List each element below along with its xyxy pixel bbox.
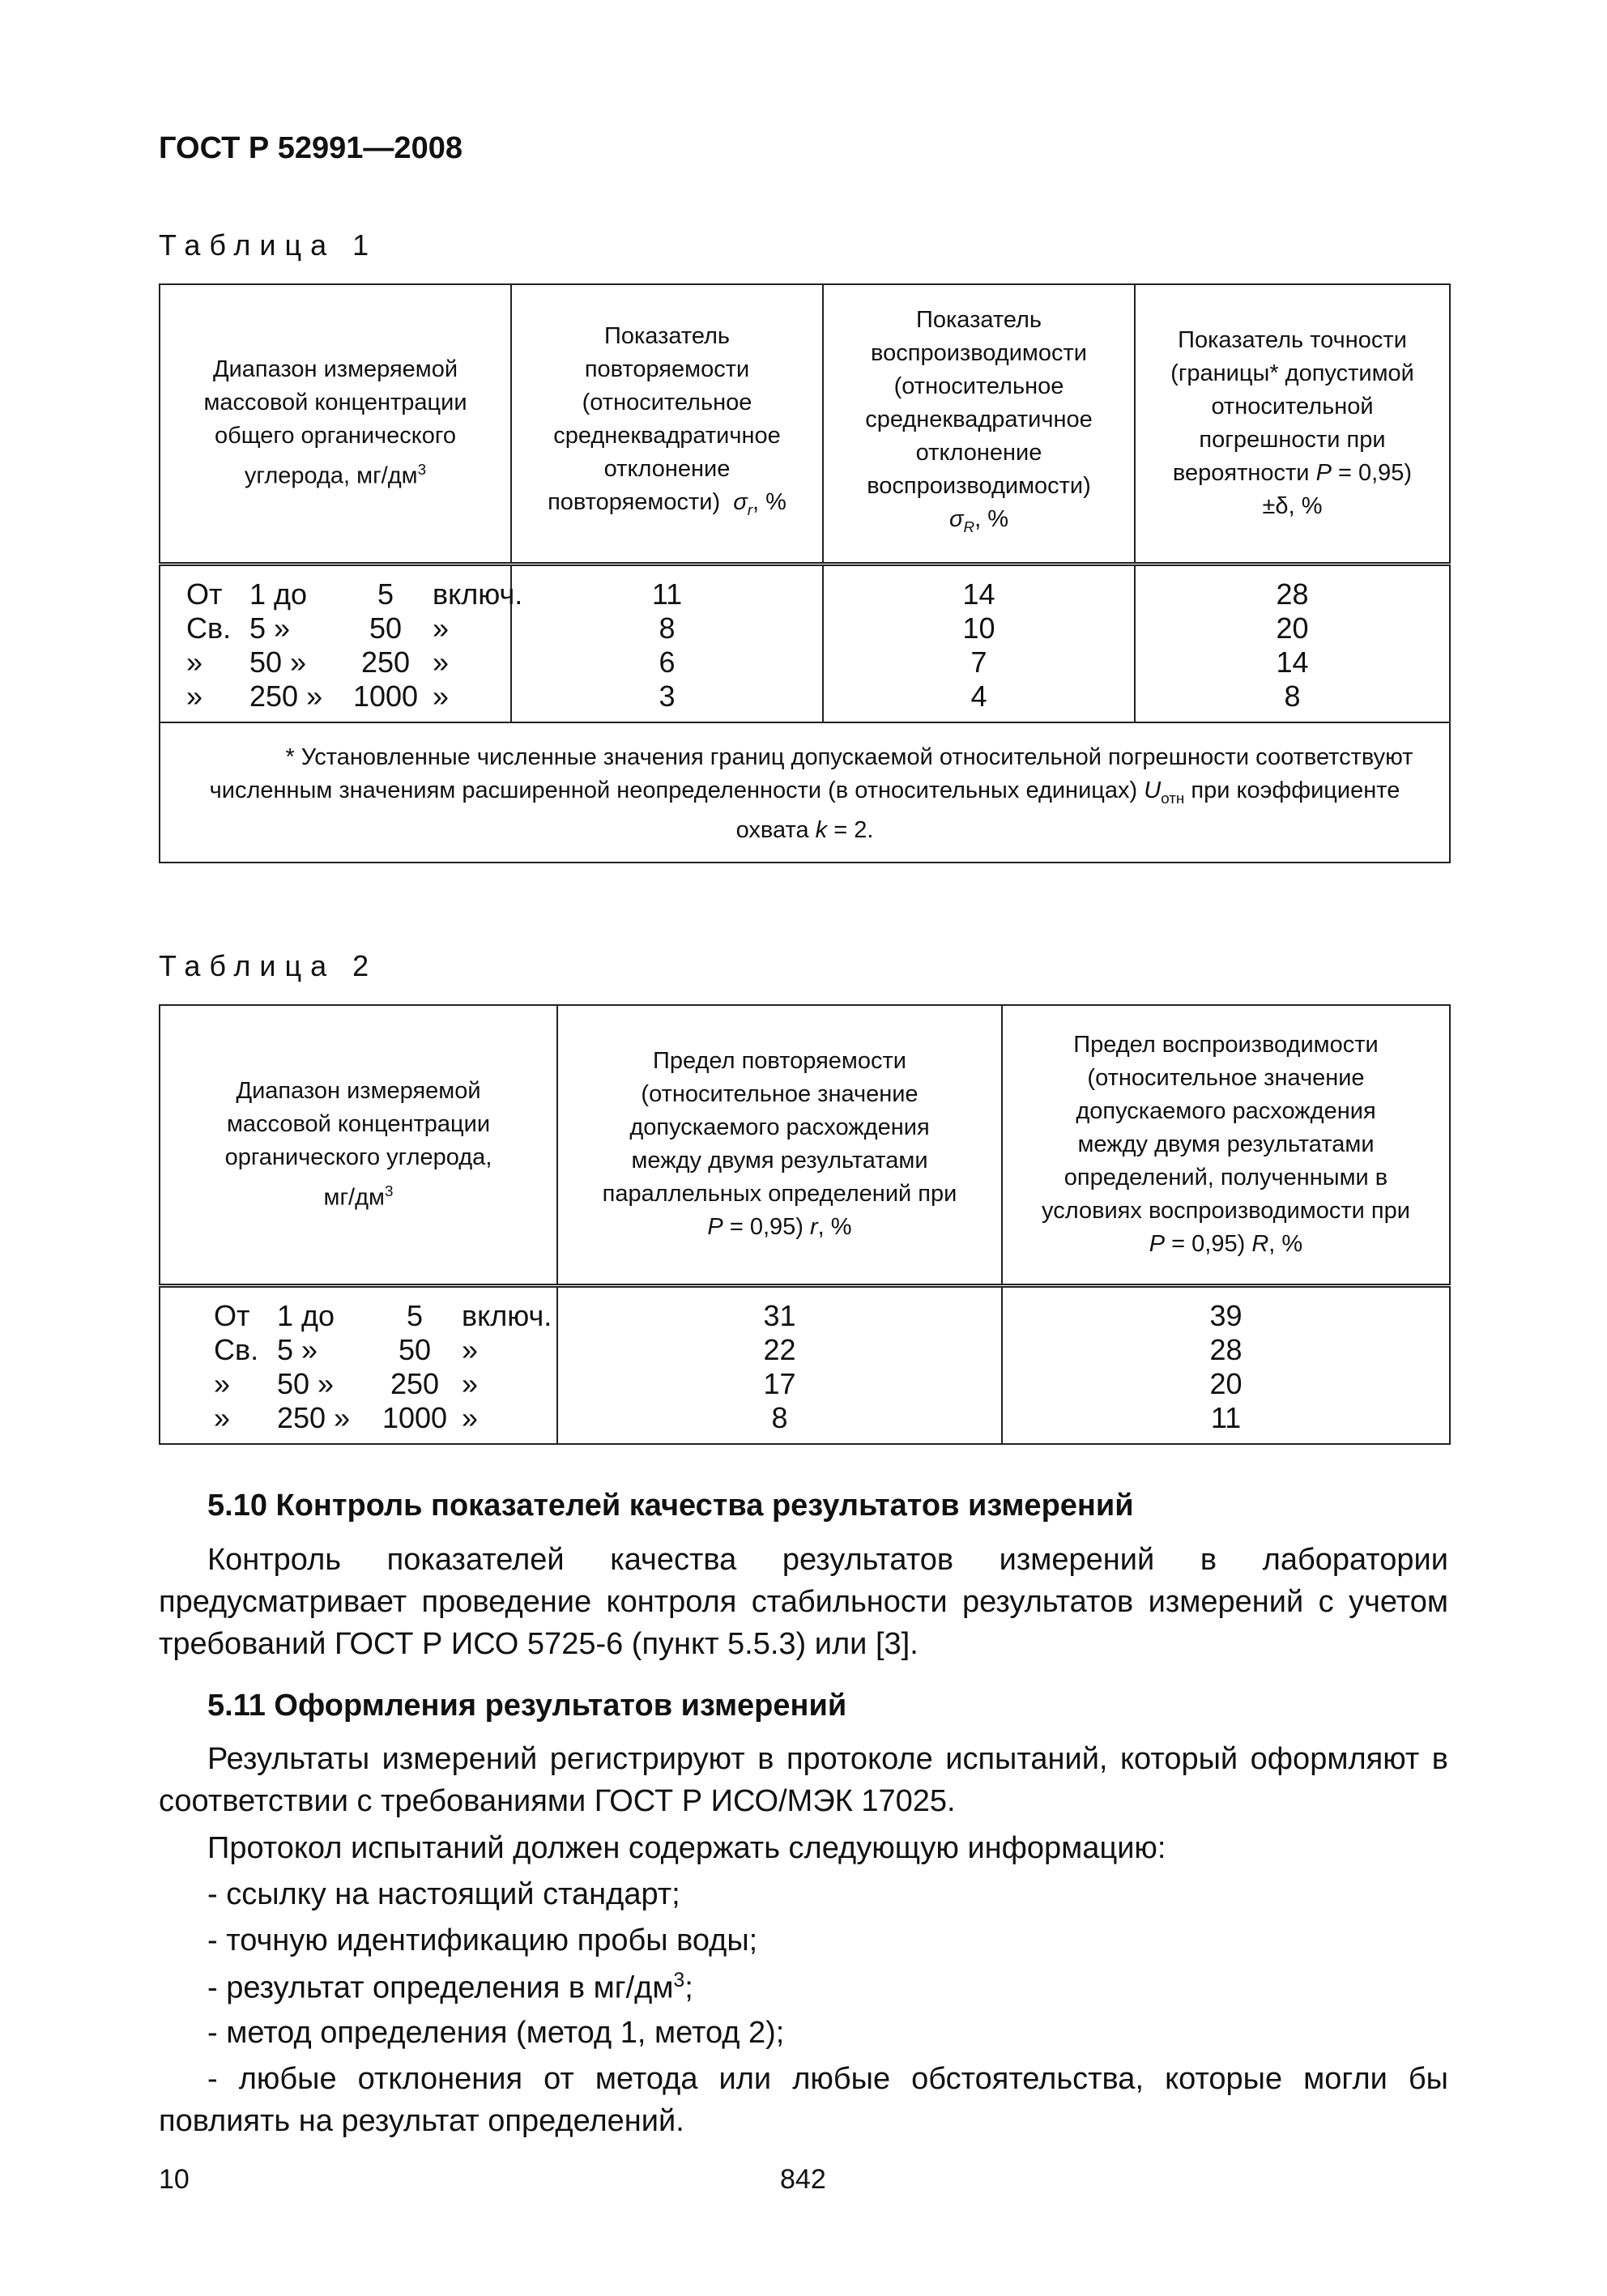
table1-caption: Таблица 1 xyxy=(159,228,378,262)
section-5-10-heading: 5.10 Контроль показателей качества результатов измерений xyxy=(207,1489,1134,1523)
sheet-number: 842 xyxy=(780,2164,826,2195)
section-5-11-paragraph-2: Протокол испытаний должен содержать следующую информацию: xyxy=(207,1831,1166,1865)
table1-footnote: * Установленные численные значения границ допускаемой относительной погрешности соответствуют численным значениям расширенной неопределенности (в относительных единицах) $U_{отн}$ при коэффициенте охвата k = 2. xyxy=(160,722,1450,863)
table1-header-accuracy: Показатель точности (границы* допустимой относительной погрешности при вероятности P = 0,95) ±δ, % xyxy=(1135,284,1450,564)
table2-header-repeatability-limit: Предел повторяемости (относительное значение допускаемого расхождения между двумя результатами параллельных определений при P = 0,95) r, % xyxy=(557,1005,1002,1285)
table1-header-reproducibility: Показатель воспроизводимости (относительное среднеквадратичное отклонение воспроизводимости) $\sigma_R$, % xyxy=(823,284,1135,564)
list-item: - ссылку на настоящий стандарт; xyxy=(207,1877,680,1911)
table2-repeatability-limit-values: 31 22 17 8 xyxy=(557,1285,1002,1444)
table2 xyxy=(159,1004,1451,1445)
table1 xyxy=(159,283,1451,863)
table1-accuracy-values: 28 20 14 8 xyxy=(1135,564,1450,722)
table1-repeatability-values: 11 8 6 3 xyxy=(511,564,823,722)
document-code: ГОСТ Р 52991—2008 xyxy=(159,131,462,165)
list-item: - точную идентификацию пробы воды; xyxy=(207,1923,758,1957)
table2-header-reproducibility-limit: Предел воспроизводимости (относительное значение допускаемого расхождения между двумя результатами определений, полученными в условиях воспроизводимости при P = 0,95) R, % xyxy=(1002,1005,1450,1285)
table1-range-cell: От 1 до 5 включ. Св. 5 » 50 » » 50 » 250 » » 250 » 1000 » xyxy=(160,564,511,722)
page-number: 10 xyxy=(159,2164,190,2195)
table2-reproducibility-limit-values: 39 28 20 11 xyxy=(1002,1285,1450,1444)
table2-header-range: Диапазон измеряемой массовой концентрации органического углерода, $мг/дм^3$ xyxy=(160,1005,557,1285)
table1-reproducibility-values: 14 10 7 4 xyxy=(823,564,1135,722)
section-5-10-paragraph: Контроль показателей качества результатов измерений в лаборатории предусматривает проведение контроля стабильности результатов измерений с учетом требований ГОСТ Р ИСО 5725-6 (пункт 5.5.3) или [3]. xyxy=(159,1543,1448,1661)
list-item-last: - любые отклонения от метода или любые обстоятельства, которые могли бы повлиять на результат определений. xyxy=(159,2062,1448,2138)
section-5-11-paragraph-1: Результаты измерений регистрируют в протоколе испытаний, который оформляют в соответствии с требованиями ГОСТ Р ИСО/МЭК 17025. xyxy=(159,1742,1448,1818)
list-item: - результат определения в $мг/дм^3$; xyxy=(207,1970,693,2005)
table1-header-repeatability: Показатель повторяемости (относительное среднеквадратичное отклонение повторяемости) $\sigma_r$, % xyxy=(511,284,823,564)
list-item: - метод определения (метод 1, метод 2); xyxy=(207,2016,785,2050)
table2-caption: Таблица 2 xyxy=(159,949,378,982)
table1-header-range: Диапазон измеряемой массовой концентрации общего органического углерода, $мг/дм^3$ xyxy=(160,284,511,564)
section-5-11-heading: 5.11 Оформления результатов измерений xyxy=(207,1689,847,1723)
table2-range-cell: От 1 до 5 включ. Св. 5 » 50 » » 50 » 250 » » 250 » 1000 » xyxy=(160,1285,557,1444)
